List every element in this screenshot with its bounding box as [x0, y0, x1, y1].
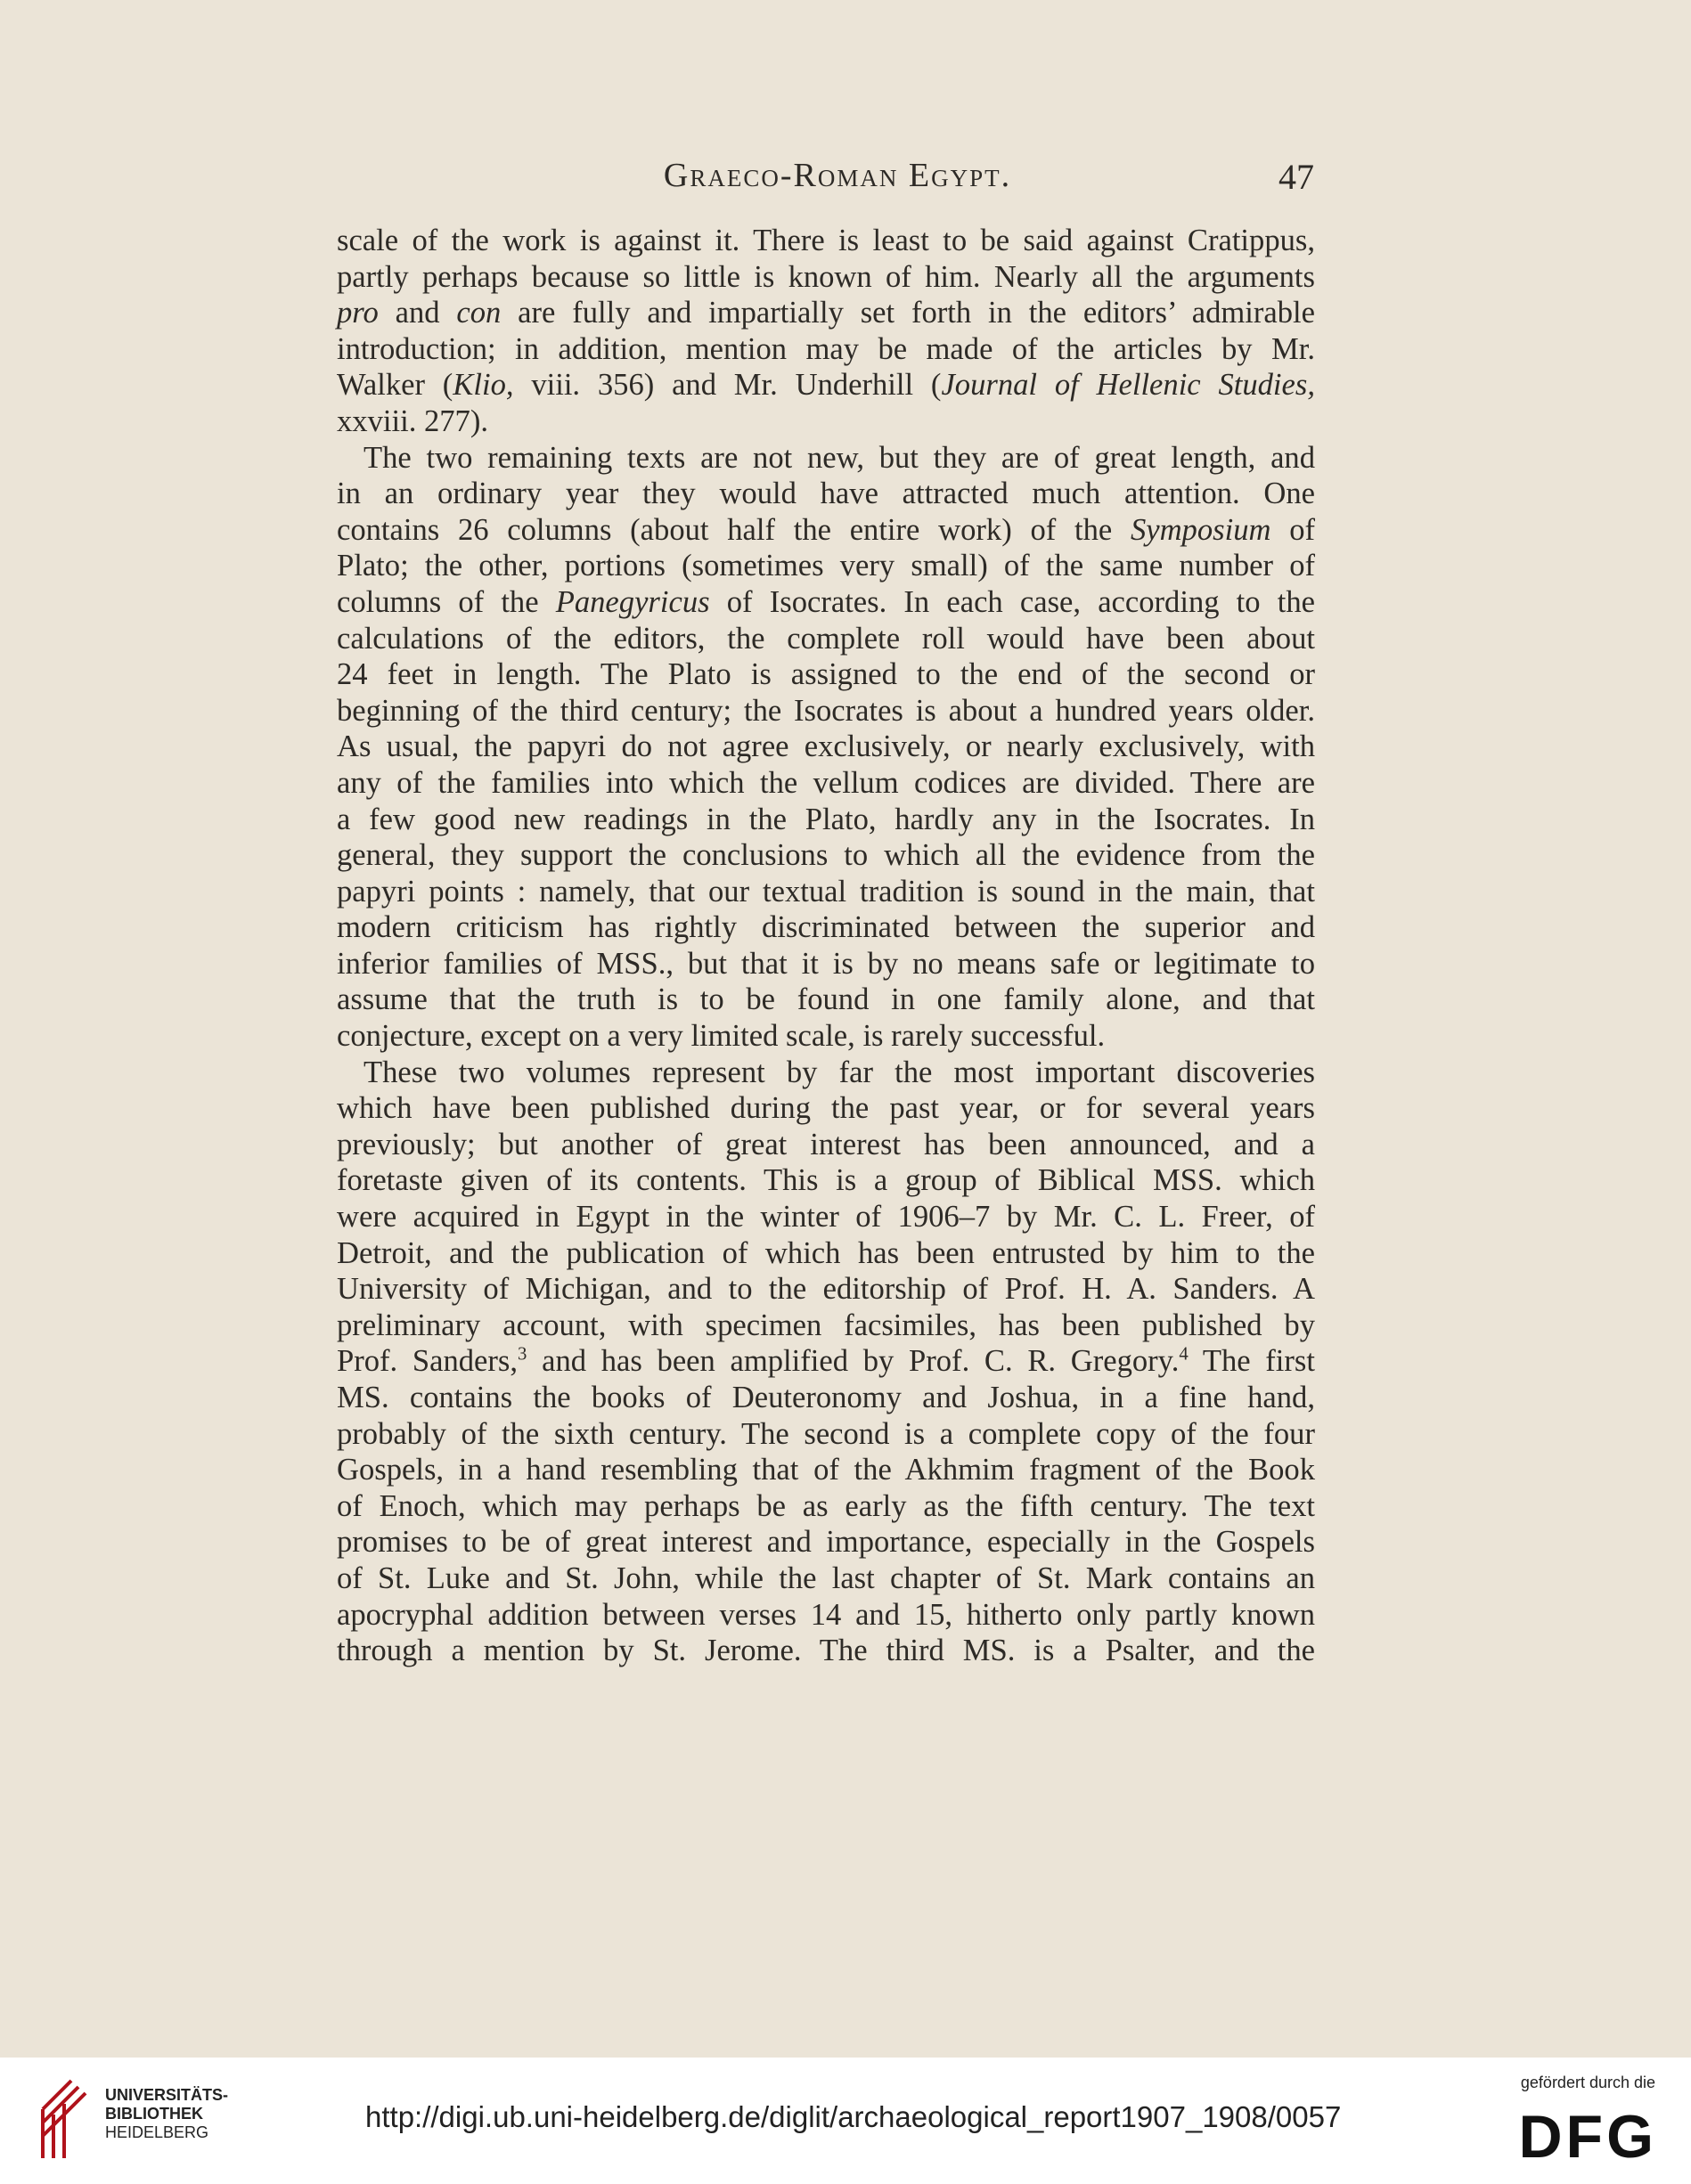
sponsor-label: gefördert durch die — [1520, 2074, 1655, 2091]
page-number: 47 — [1278, 157, 1314, 197]
italic-title: Symposium — [1130, 512, 1271, 547]
text-line: preliminary account, with specimen facsimiles, has been published by — [337, 1308, 1315, 1342]
text-line: Plato; the other, portions (sometimes very small) of the same number of — [337, 549, 1315, 583]
library-name-line2: BIBLIOTHEK — [105, 2105, 203, 2123]
text-line: pro and con are fully and impartially set forth in the editors’ admirable — [337, 296, 1315, 330]
footnote-ref: 3 — [518, 1344, 527, 1365]
text-line: 24 feet in length. The Plato is assigned to the end of the second or — [337, 657, 1315, 692]
text-line: As usual, the papyri do not agree exclusively, or nearly exclusively, with — [337, 729, 1315, 764]
text-line: of Enoch, which may perhaps be as early as the fifth century. The text — [337, 1488, 1315, 1523]
text-line: assume that the truth is to be found in one family alone, and that — [337, 982, 1315, 1017]
text-line: of St. Luke and St. John, while the last chapter of St. Mark contains an — [337, 1561, 1315, 1595]
text-line: columns of the Panegyricus of Isocrates. In each case, according to the — [337, 584, 1315, 619]
text-line: previously; but another of great interest has been announced, and a — [337, 1127, 1315, 1161]
body-text — [337, 223, 1315, 1669]
text-line: Gospels, in a hand resembling that of the Akhmim fragment of the Book — [337, 1453, 1315, 1487]
library-name-line3: HEIDELBERG — [105, 2123, 209, 2141]
text-line: scale of the work is against it. There is least to be said against Cratippus, — [337, 224, 1315, 257]
text-line: were acquired in Egypt in the winter of 1906–7 by Mr. C. L. Freer, of — [337, 1200, 1315, 1235]
running-title: Graeco-Roman Egypt. — [663, 157, 1012, 194]
library-name-line1: UNIVERSITÄTS- — [105, 2086, 229, 2104]
text-line: in an ordinary year they would have attracted much attention. One — [337, 477, 1315, 511]
text-line: inferior families of MSS., but that it is by no means safe or legitimate to — [337, 946, 1315, 981]
text-line: beginning of the third century; the Isocrates is about a hundred years older. — [337, 693, 1315, 728]
page-header — [361, 156, 1314, 209]
library-logo-icon — [36, 2074, 98, 2163]
footnote-ref: 4 — [1179, 1344, 1189, 1365]
text-line: Detroit, and the publication of which has been entrusted by him to the — [337, 1235, 1315, 1270]
italic-title: Journal of Hellenic Studies, — [941, 368, 1315, 403]
italic-title: Klio, — [453, 368, 514, 403]
text-line: modern criticism has rightly discriminated between the superior and — [337, 910, 1315, 945]
text-line: MS. contains the books of Deuteronomy and Joshua, in a fine hand, — [337, 1381, 1315, 1414]
text-line: calculations of the editors, the complete roll would have been about — [337, 621, 1315, 656]
text-line: general, they support the conclusions to which all the evidence from the — [337, 838, 1315, 873]
text-line: promises to be of great interest and importance, especially in the Gospels — [337, 1525, 1315, 1560]
text-line: a few good new readings in the Plato, hardly any in the Isocrates. In — [337, 802, 1315, 836]
text-line: any of the families into which the vellum codices are divided. There are — [337, 765, 1315, 800]
text-line: contains 26 columns (about half the entire work) of the Symposium of — [337, 512, 1316, 547]
text-line: probably of the sixth century. The second is a complete copy of the four — [337, 1416, 1315, 1451]
text-line: apocryphal addition between verses 14 and 15, hitherto only partly known — [337, 1597, 1315, 1632]
text-line: conjecture, except on a very limited scale, is rarely successful. — [337, 1019, 1106, 1054]
text-line: These two volumes represent by far the most important discoveries — [364, 1055, 1315, 1089]
library-name — [105, 2086, 228, 2142]
text-line: xxviii. 277). — [337, 403, 489, 438]
text-line: The two remaining texts are not new, but they are of great length, and — [364, 440, 1315, 475]
text-line: which have been published during the past year, or for several years — [337, 1091, 1315, 1126]
text-line: papyri points : namely, that our textual tradition is sound in the main, that — [337, 874, 1315, 909]
italic-title: Panegyricus — [555, 584, 710, 619]
text-line: introduction; in addition, mention may be made of the articles by Mr. — [337, 331, 1315, 366]
text-line: Prof. Sanders,$^3$ and has been amplified by Prof. C. R. Gregory.$^4$ The first — [337, 1344, 1315, 1379]
dfg-logo: DFG — [1518, 2103, 1657, 2171]
text-line: partly perhaps because so little is known of him. Nearly all the arguments — [337, 259, 1315, 294]
italic-title: con — [456, 296, 502, 330]
permalink-url[interactable]: http://digi.ub.uni-heidelberg.de/diglit/archaeological_report1907_1908/0057 — [365, 2100, 1342, 2133]
italic-title: pro — [337, 296, 379, 330]
text-line: foretaste given of its contents. This is a group of Biblical MSS. which — [337, 1163, 1315, 1198]
text-line: Walker (Klio, viii. 356) and Mr. Underhill (Journal of Hellenic Studies, — [337, 368, 1315, 403]
text-line: University of Michigan, and to the editorship of Prof. H. A. Sanders. A — [337, 1272, 1315, 1307]
footer-bar — [0, 2058, 1691, 2184]
text-line: through a mention by St. Jerome. The third MS. is a Psalter, and the — [337, 1634, 1315, 1668]
